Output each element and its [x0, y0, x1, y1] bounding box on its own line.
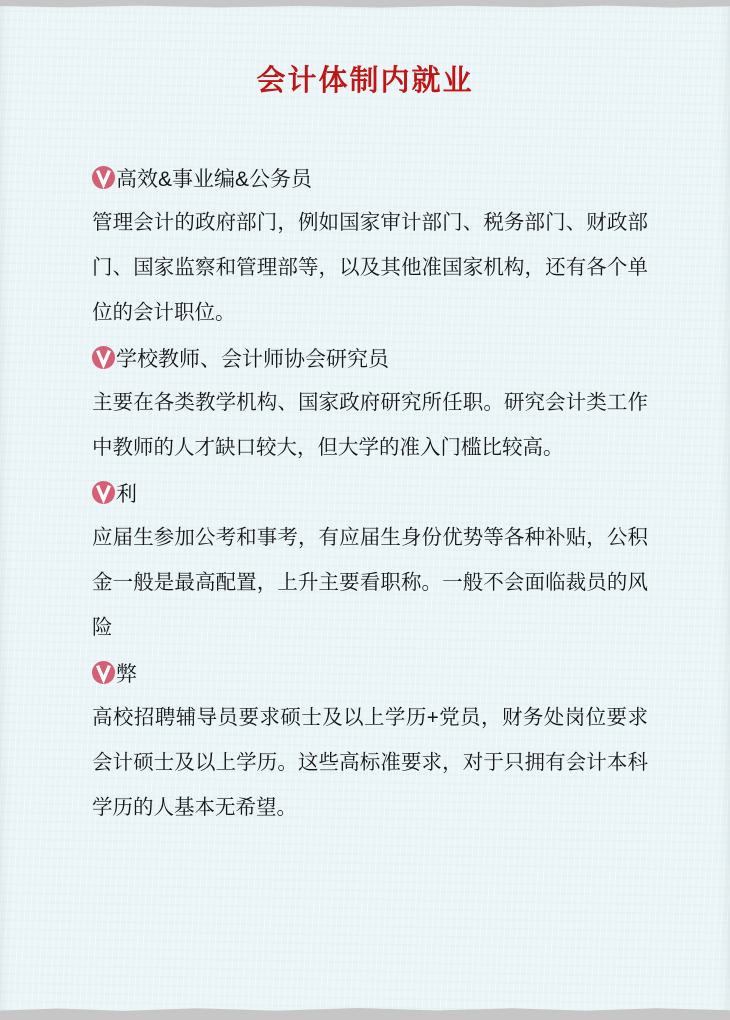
section-body-text: 管理会计的政府部门，例如国家审计部门、税务部门、财政部门、国家监察和管理部等，以及其他准国家机构，还有各个单位的会计职位。: [92, 211, 648, 324]
section-body-text: 应届生参加公考和事考，有应届生身份优势等各种补贴，公积金一般是最高配置，上升主要看职称。一般不会面临裁员的风险: [92, 526, 648, 639]
section-heading: [92, 470, 648, 515]
check-v-icon: [92, 661, 115, 684]
torn-paper-edge-bottom: [0, 1007, 730, 1020]
section-gov-jobs: [92, 155, 648, 335]
content-sections: [92, 155, 648, 830]
section-heading-label: 利: [116, 482, 137, 506]
check-v-icon: [92, 346, 115, 369]
section-heading: [92, 335, 648, 380]
section-cons: [92, 650, 648, 830]
page-title: 会计体制内就业: [256, 65, 474, 97]
section-teachers-researchers: [92, 335, 648, 470]
section-heading-label: 学校教师、会计师协会研究员: [116, 347, 389, 371]
section-heading: [92, 650, 648, 695]
section-heading-label: 高效&事业编&公务员: [116, 167, 313, 191]
section-body-text: 主要在各类教学机构、国家政府研究所任职。研究会计类工作中教师的人才缺口较大，但大学的准入门槛比较高。: [92, 391, 648, 459]
section-pros: [92, 470, 648, 650]
section-body-text: 高校招聘辅导员要求硕士及以上学历+党员，财务处岗位要求会计硕士及以上学历。这些高标准要求，对于只拥有会计本科学历的人基本无希望。: [92, 706, 648, 819]
torn-paper-edge-top: [0, 0, 730, 8]
section-heading-label: 弊: [116, 662, 137, 686]
check-v-icon: [92, 166, 115, 189]
check-v-icon: [92, 481, 115, 504]
section-heading: [92, 155, 648, 200]
